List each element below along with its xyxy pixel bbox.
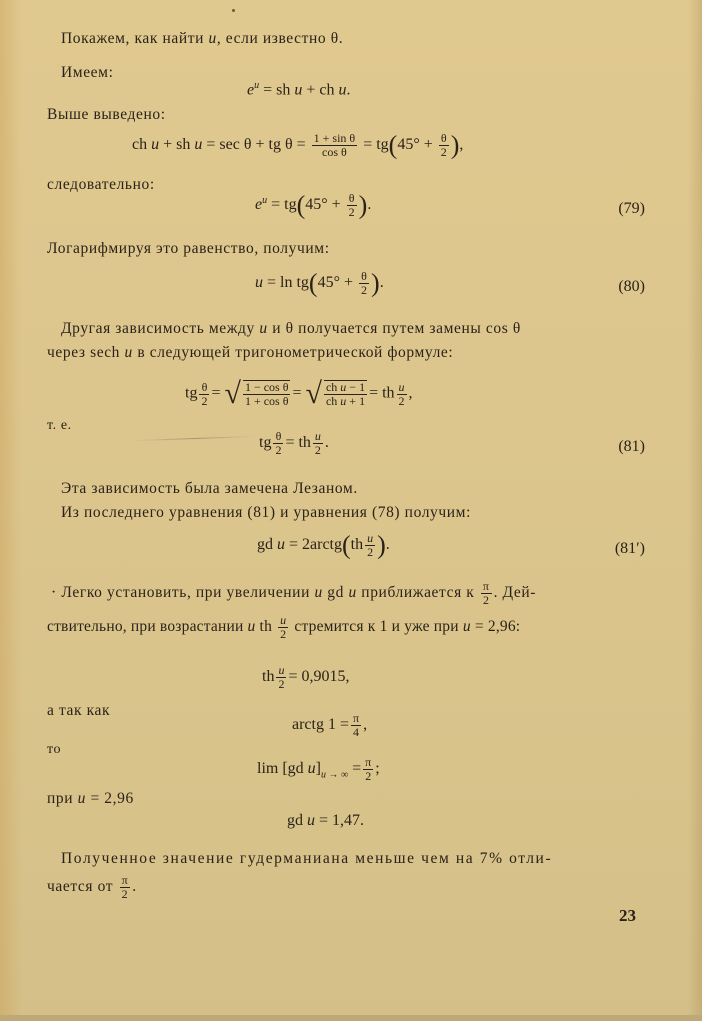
equation-number-81: (81) [618, 438, 645, 455]
equation-number-80: (80) [618, 278, 645, 295]
page-edge-shadow-left [0, 0, 22, 1021]
label-to: то [47, 742, 62, 757]
paragraph-iz-poslednego: Из последнего уравнения (81) и уравнения (78) получим: [61, 504, 472, 521]
paragraph-poluchennoe-line2: чается от $\frac{\pi}{2}$ . [47, 873, 137, 901]
pencil-mark [135, 436, 255, 441]
paragraph-intro: Покажем, как найти u, если известно θ. [61, 30, 344, 47]
label-vyshe-vyvedeno: Выше выведено: [47, 106, 166, 123]
equation-sec-tg: ch u + sh u = sec θ + tg θ = $\frac{\text{1 + sin θ}}{\text{cos θ}}$ = tg(45° + $\frac{\theta}{2}$ ), [132, 130, 464, 160]
equation-limit: lim [gd $u]_{u \to \infty}$ = $\frac{\pi}{2}$ ; [257, 755, 380, 783]
equation-number-79: (79) [618, 200, 645, 217]
paragraph-poluchennoe-line1: Полученное значение гудерманиана меньше чем на 7% отли- [61, 850, 553, 867]
equation-arctg: arctg 1 = $\frac{\pi}{4}$ , [292, 711, 368, 739]
equation-th-value: th $\frac{u}{2}$ = 0,9015, [262, 663, 350, 691]
label-pri-u: при u = 2,96 [47, 790, 134, 807]
paragraph-legko-line1: ⋅ Легко установить, при увеличении u gd u приближается к $\frac{\pi}{2}$ . Дей- [51, 579, 537, 607]
label-a-tak-kak: а так как [47, 702, 111, 719]
paragraph-drugaya-line2: через sech u в следующей тригонометрической формуле: [47, 344, 454, 361]
fraction: $\frac{\text{1 + sin θ}}{\text{cos θ}}$ [313, 131, 356, 159]
sqrt-sign: √ [224, 377, 241, 410]
label-sledovatelno: следовательно: [47, 176, 155, 193]
equation-81: tg $\frac{\theta}{2}$ = th $\frac{u}{2}$ . [259, 429, 329, 457]
equation-sqrt-identity: tg $\frac{\theta}{2}$ = √ $\frac{\text{1 − cos θ}}{\text{1 + cos θ}}$ = √ $\frac{\text{ch u − 1}}{\text{ch u + 1}}$ = th $\frac{u}{2}$ , [185, 377, 413, 410]
equation-79: $e^u = tg(45^\circ$ + $\frac{\theta}{2}$ ). [255, 190, 372, 220]
page-bottom-edge [0, 1015, 702, 1021]
paragraph-drugaya-line1: Другая зависимость между u и θ получается путем замены cos θ [61, 320, 521, 337]
label-t-e: т. е. [47, 418, 72, 433]
paragraph-legko-line2: ствительно, при возрастании u th $\frac{u}{2}$ стремится к 1 и уже при u = 2,96: [47, 613, 521, 641]
speck [232, 9, 235, 12]
paragraph-logarifmiruya: Логарифмируя это равенство, получим: [47, 240, 330, 257]
equation-81-prime: gd u = 2arctg(th $\frac{u}{2}$ ). [257, 530, 390, 560]
label-imeem: Имеем: [61, 64, 114, 81]
equation-gd-value: gd u = 1,47. [287, 812, 365, 829]
equation-number-81-prime: (81′) [614, 540, 645, 557]
equation-exp: $e^u$ = sh u + ch u. [247, 80, 351, 99]
page-number: 23 [619, 906, 636, 925]
page-edge-shadow-right [688, 0, 702, 1021]
equation-80: u = ln tg(45° + $\frac{\theta}{2}$ ). [255, 268, 384, 298]
paragraph-lezan: Эта зависимость была замечена Лезаном. [61, 480, 358, 497]
